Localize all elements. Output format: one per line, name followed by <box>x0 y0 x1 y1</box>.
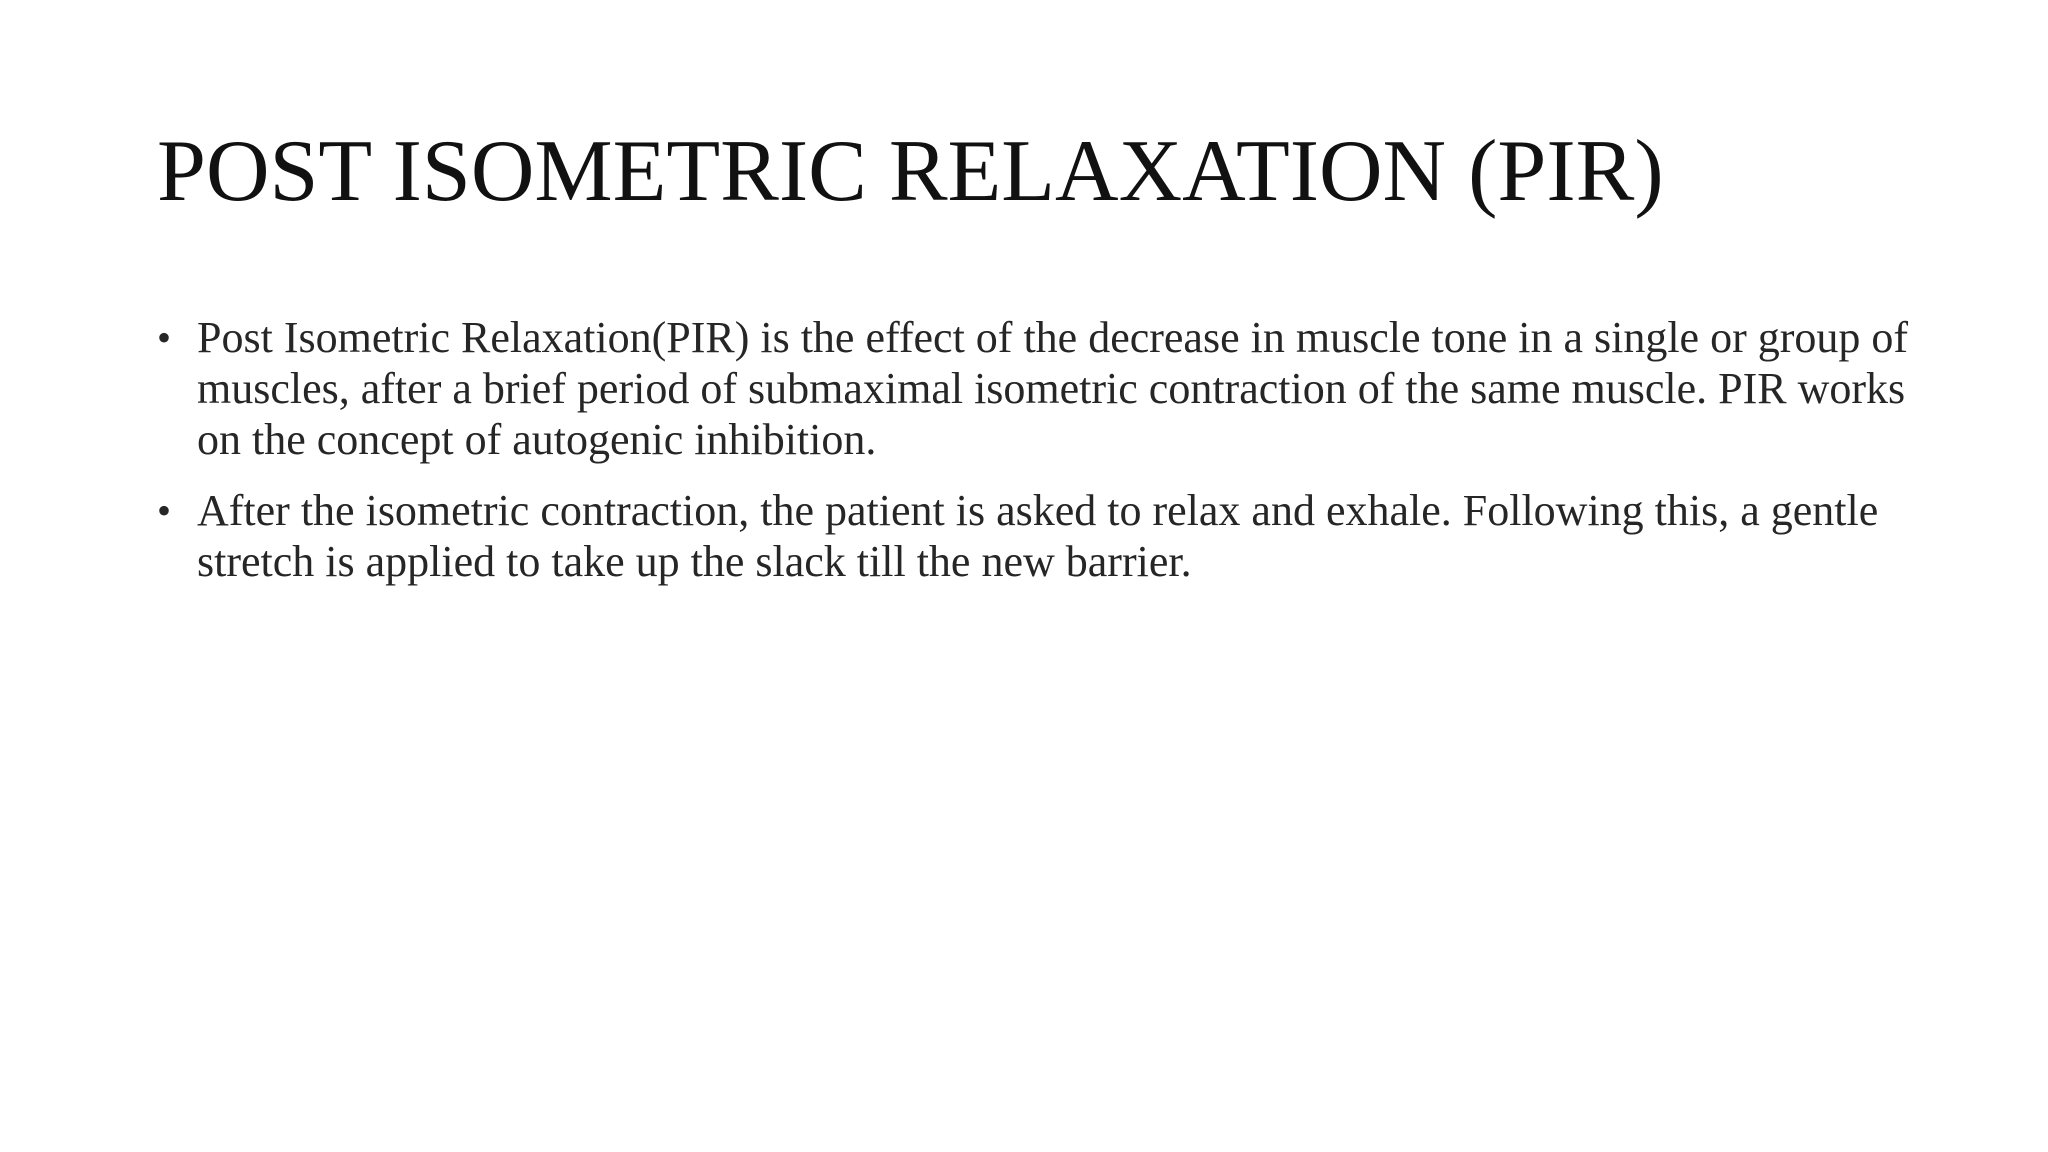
bullet-text: After the isometric contraction, the patient is asked to relax and exhale. Following this, a gentle stretch is applied to take up the slack till the new barrier. <box>197 486 1879 586</box>
bullet-dot-icon: • <box>157 488 172 533</box>
bullet-item <box>157 485 1917 587</box>
bullet-text: Post Isometric Relaxation(PIR) is the effect of the decrease in muscle tone in a single or group of muscles, after a brief period of submaximal isometric contraction of the same muscle. PIR works on the concept of autogenic inhibition. <box>197 313 1909 464</box>
bullet-list <box>157 312 1917 607</box>
bullet-dot-icon: • <box>157 315 172 360</box>
slide-title: POST ISOMETRIC RELAXATION (PIR) <box>157 123 1664 220</box>
bullet-item <box>157 312 1917 465</box>
